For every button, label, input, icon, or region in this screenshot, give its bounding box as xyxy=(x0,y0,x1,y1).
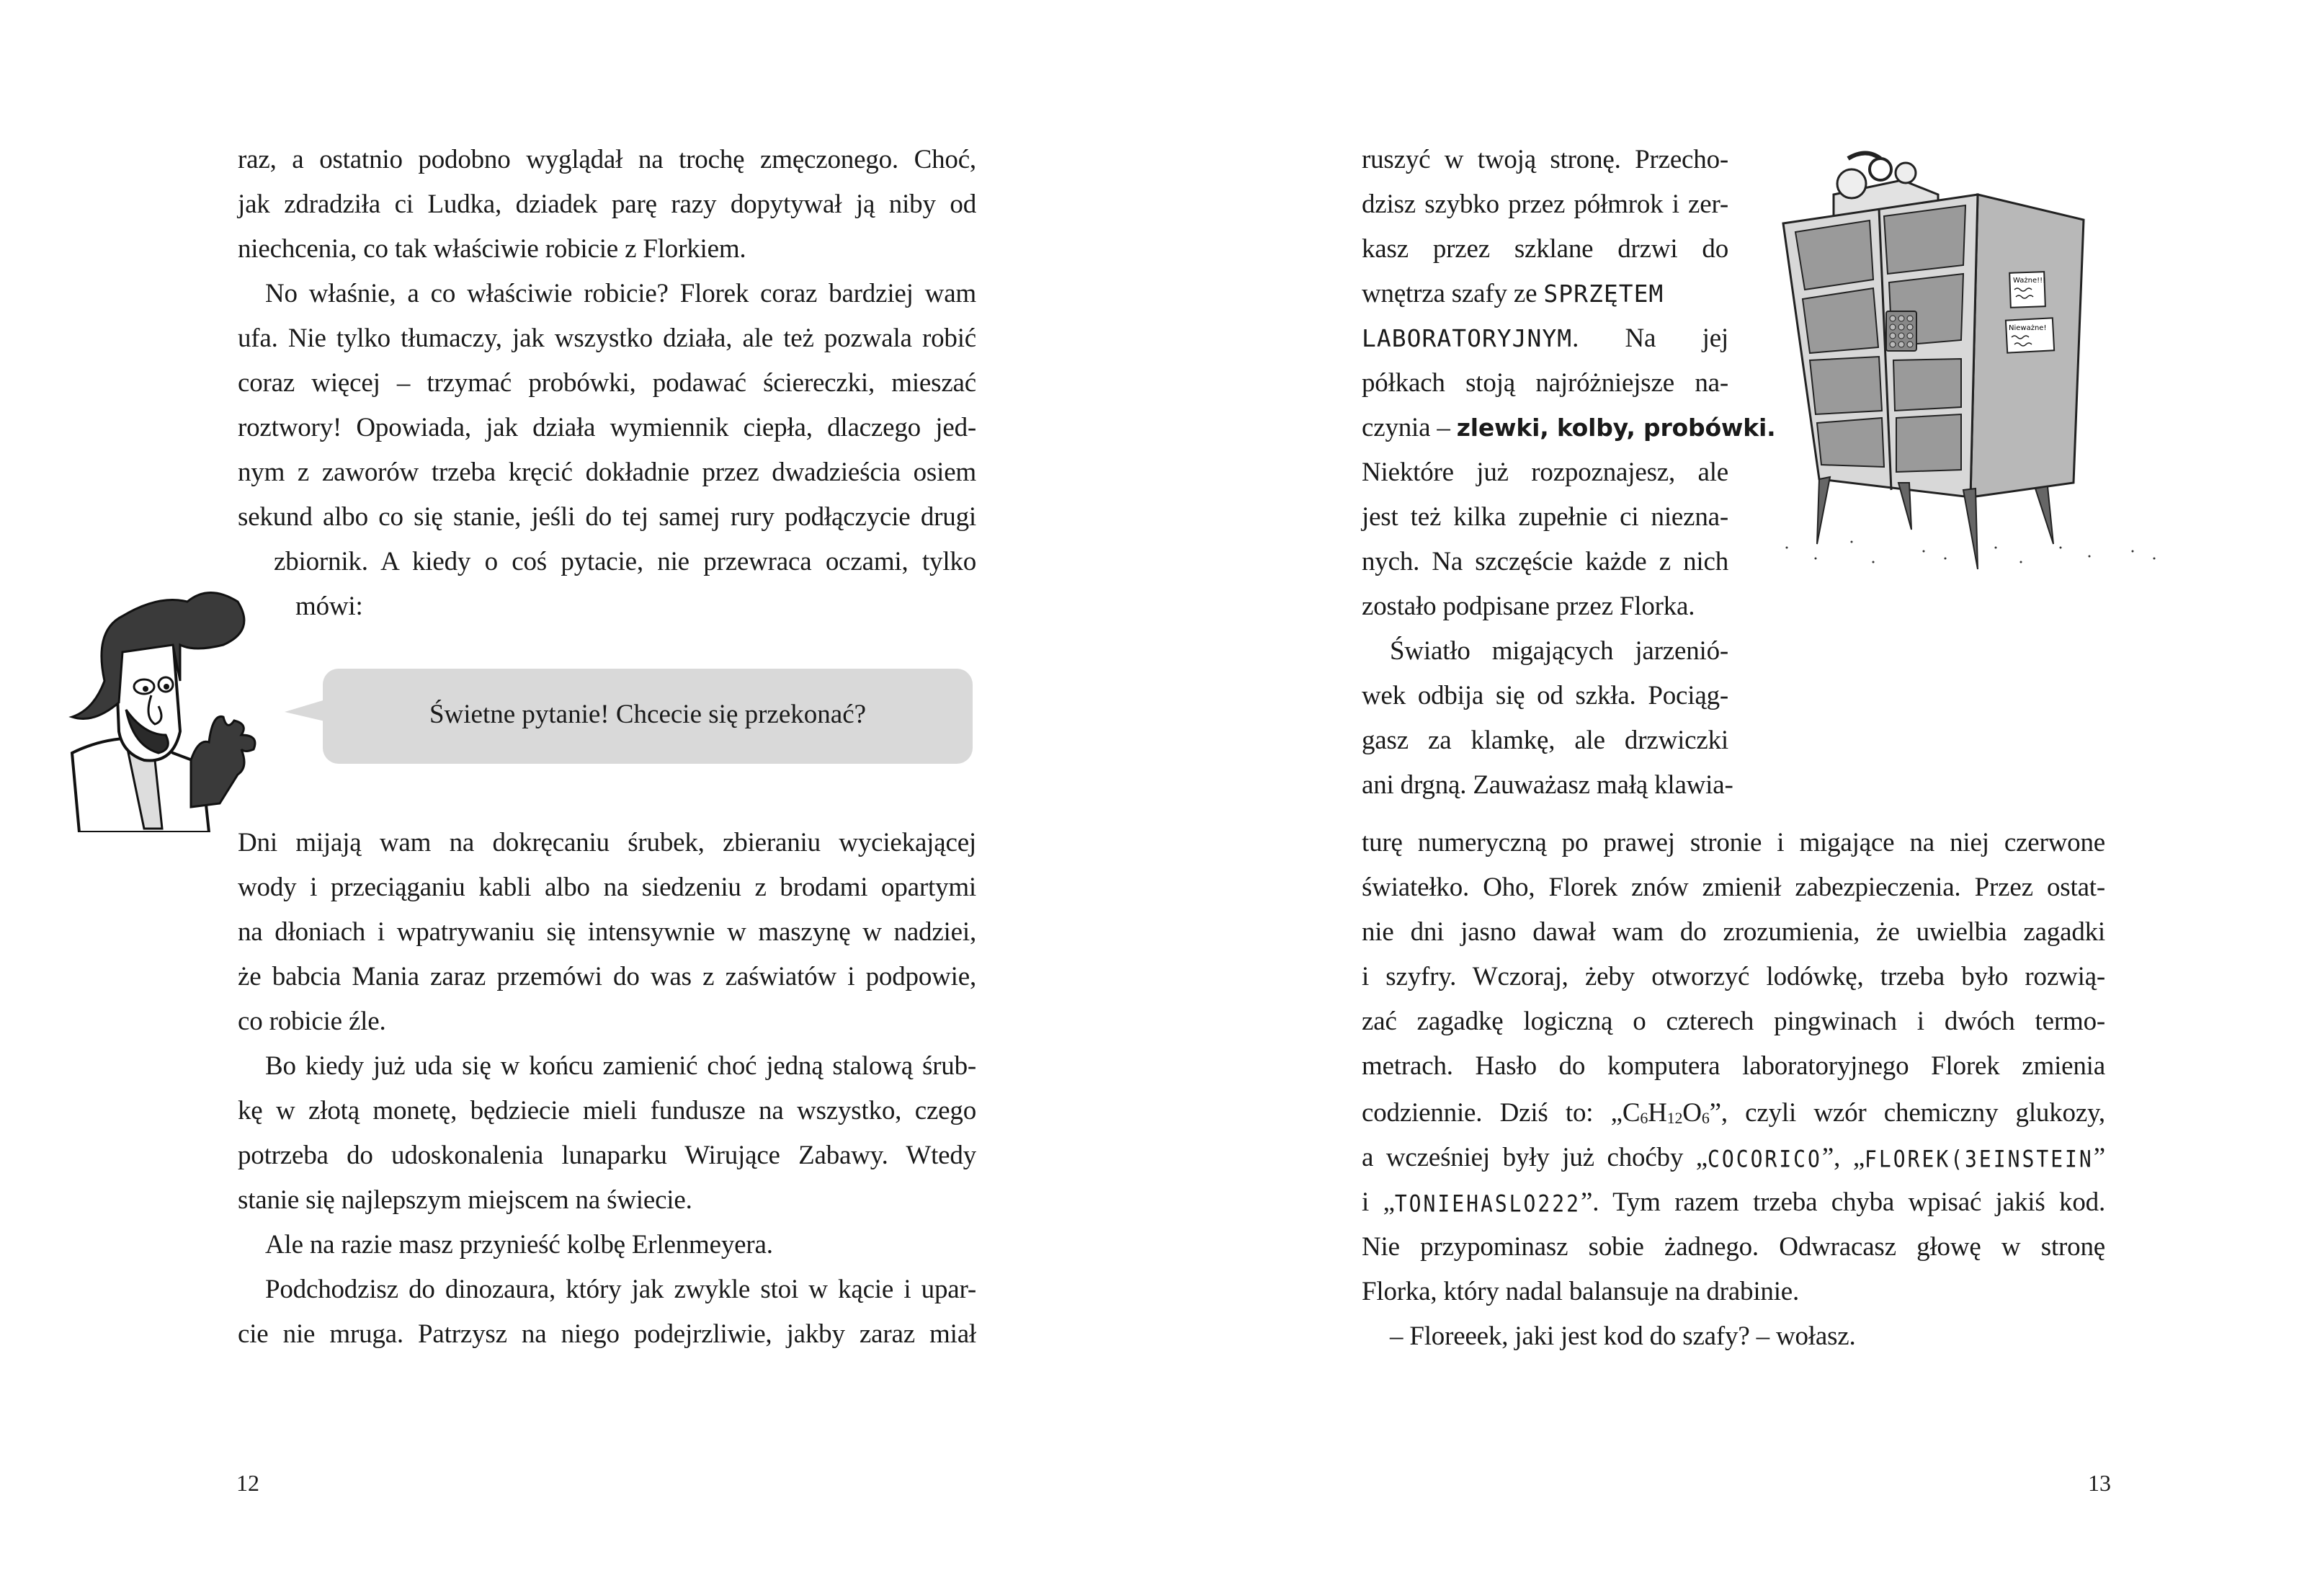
paragraph-line: mówi: xyxy=(295,592,363,621)
paragraph-line: nie dni jasno dawał wam do zrozumienia, że uwielbia zagadki xyxy=(1362,917,2105,947)
formula-line: codziennie. Dziś to: $„C_6H_{12}O_6$”, czyli wzór chemiczny glukozy, xyxy=(1362,1098,2105,1128)
note-important xyxy=(2009,272,2045,308)
paragraph-line: nym z zaworów trzeba kręcić dokładnie przez dwadzieścia osiem xyxy=(238,458,976,487)
paragraph-line: zać zagadkę logiczną o czterech pingwinach i dwóch termo- xyxy=(1362,1007,2105,1036)
paragraph-line: kasz przez szklane drzwi do xyxy=(1362,234,1728,264)
paragraph-line: sekund albo co się stanie, jeśli do tej samej rury podłączycie drugi xyxy=(238,502,976,532)
glucose-formula: $C_6H_{12}O_6$ xyxy=(1622,1098,1710,1128)
speech-bubble xyxy=(323,669,973,764)
paragraph-line: i szyfry. Wczoraj, żeby otworzyć lodówkę, trzeba było rozwią- xyxy=(1362,962,2105,991)
page-number-left: 12 xyxy=(236,1470,259,1496)
paragraph-line: gasz za klamkę, ale drzwiczki xyxy=(1362,726,1728,755)
password-line: a wcześniej były już choćby „COCORICO”, „FLOREK(3EINSTEIN” xyxy=(1362,1142,2105,1175)
paragraph-line: na dłoniach i wpatrywaniu się intensywnie w maszynę w nadziei, xyxy=(238,917,976,947)
paragraph-line: Bo kiedy już uda się w końcu zamienić choć jedną stalową śrub- xyxy=(265,1051,976,1081)
paragraph-line: kę w złotą monetę, będziecie mieli fundusze na wszystko, czego xyxy=(238,1096,976,1125)
paragraph-line: światełko. Oho, Florek znów zmienił zabezpieczenia. Przez ostat- xyxy=(1362,873,2105,902)
paragraph-line: zbiornik. A kiedy o coś pytacie, nie przewraca oczami, tylko xyxy=(274,547,976,576)
note-unimportant xyxy=(2006,318,2054,352)
password-line-2: i „TONIEHASLO222”. Tym razem trzeba chyba wpisać jakiś kod. xyxy=(1362,1187,2105,1220)
paragraph-line: LABORATORYJNYM. Na jej xyxy=(1362,324,1728,353)
paragraph-line: że babcia Mania zaraz przemówi do was z zaświatów i podpowie, xyxy=(238,962,976,991)
handwritten-label: LABORATORYJNYM xyxy=(1362,324,1573,352)
paragraph-line: stanie się najlepszym miejscem na świecie. xyxy=(238,1185,692,1215)
paragraph-line: coraz więcej – trzymać probówki, podawać ściereczki, mieszać xyxy=(238,368,976,398)
paragraph-line: metrach. Hasło do komputera laboratoryjnego Florek zmienia xyxy=(1362,1051,2105,1081)
svg-text:Ważne!!!: Ważne!!! xyxy=(2013,277,2046,285)
paragraph-line: jak zdradziła ci Ludka, dziadek parę razy dopytywał ją niby od xyxy=(238,190,976,219)
paragraph-line: cie nie mruga. Patrzysz na niego podejrzliwie, jakby zaraz miał xyxy=(238,1319,976,1349)
paragraph-line: Światło migających jarzenió- xyxy=(1390,636,1728,666)
paragraph-line: ani drgną. Zauważasz małą klawia- xyxy=(1362,770,1733,800)
right-page xyxy=(1156,0,2312,1596)
paragraph-line: – Floreeek, jaki jest kod do szafy? – wołasz. xyxy=(1390,1321,1856,1351)
paragraph-line: ufa. Nie tylko tłumaczy, jak wszystko działa, ale też pozwala robić xyxy=(238,324,976,353)
paragraph-line: Niektóre już rozpoznajesz, ale xyxy=(1362,458,1728,487)
paragraph-line: Ale na razie masz przynieść kolbę Erlenmeyera. xyxy=(265,1230,773,1260)
character-illustration xyxy=(65,587,281,832)
keypad[interactable] xyxy=(1886,311,1916,351)
paragraph-line: ruszyć w twoją stronę. Przecho- xyxy=(1362,145,1728,174)
paragraph-line: wnętrza szafy ze SPRZĘTEM xyxy=(1362,279,1664,308)
paragraph-line: raz, a ostatnio podobno wyglądał na trochę zmęczonego. Choć, xyxy=(238,145,976,174)
password-tonie-haslo: TONIEHASLO222 xyxy=(1394,1190,1581,1218)
speech-bubble-tail xyxy=(285,699,328,722)
paragraph-line: turę numeryczną po prawej stronie i migające na niej czerwone xyxy=(1362,828,2105,857)
paragraph-line: roztwory! Opowiada, jak działa wymiennik ciepła, dlaczego jed- xyxy=(238,413,976,442)
paragraph-line: niechcenia, co tak właściwie robicie z Florkiem. xyxy=(238,234,746,264)
paragraph-line: czynia – zlewki, kolby, probówki. xyxy=(1362,413,1776,442)
paragraph-line: Dni mijają wam na dokręcaniu śrubek, zbieraniu wyciekającej xyxy=(238,828,976,857)
paragraph-line: Nie przypominasz sobie żadnego. Odwracasz głowę w stronę xyxy=(1362,1232,2105,1262)
paragraph-line: co robicie źle. xyxy=(238,1007,386,1036)
paragraph-line: No właśnie, a co właściwie robicie? Florek coraz bardziej wam xyxy=(265,279,976,308)
paragraph-line: dzisz szybko przez półmrok i zer- xyxy=(1362,190,1728,219)
paragraph-line: półkach stoją najróżniejsze na- xyxy=(1362,368,1728,398)
page-number-right: 13 xyxy=(2088,1470,2111,1496)
handwritten-label: SPRZĘTEM xyxy=(1543,280,1664,308)
paragraph-line: potrzeba do udoskonalenia lunaparku Wirujące Zabawy. Wtedy xyxy=(238,1141,976,1170)
lab-cabinet-illustration xyxy=(1772,144,2176,793)
paragraph-line: Podchodzisz do dinozaura, który jak zwykle stoi w kącie i upar- xyxy=(265,1275,976,1304)
paragraph-line: zostało podpisane przez Florka. xyxy=(1362,592,1695,621)
paragraph-line: nych. Na szczęście każde z nich xyxy=(1362,547,1728,576)
password-cocorico: COCORICO xyxy=(1708,1145,1822,1173)
paragraph-line: jest też kilka zupełnie ci niezna- xyxy=(1362,502,1728,532)
speech-bubble-text: Świetne pytanie! Chcecie się przekonać? xyxy=(429,700,867,729)
handwritten-items: zlewki, kolby, probówki. xyxy=(1456,414,1776,442)
svg-text:Nieważne!: Nieważne! xyxy=(2009,324,2047,332)
paragraph-line: wody i przeciąganiu kabli albo na siedzeniu z brodami opartymi xyxy=(238,873,976,902)
paragraph-line: Florka, który nadal balansuje na drabinie. xyxy=(1362,1277,1800,1306)
paragraph-line: wek odbija się od szkła. Pociąg- xyxy=(1362,681,1728,710)
password-florek-einstein: FLOREK(3EINSTEIN xyxy=(1865,1145,2094,1173)
